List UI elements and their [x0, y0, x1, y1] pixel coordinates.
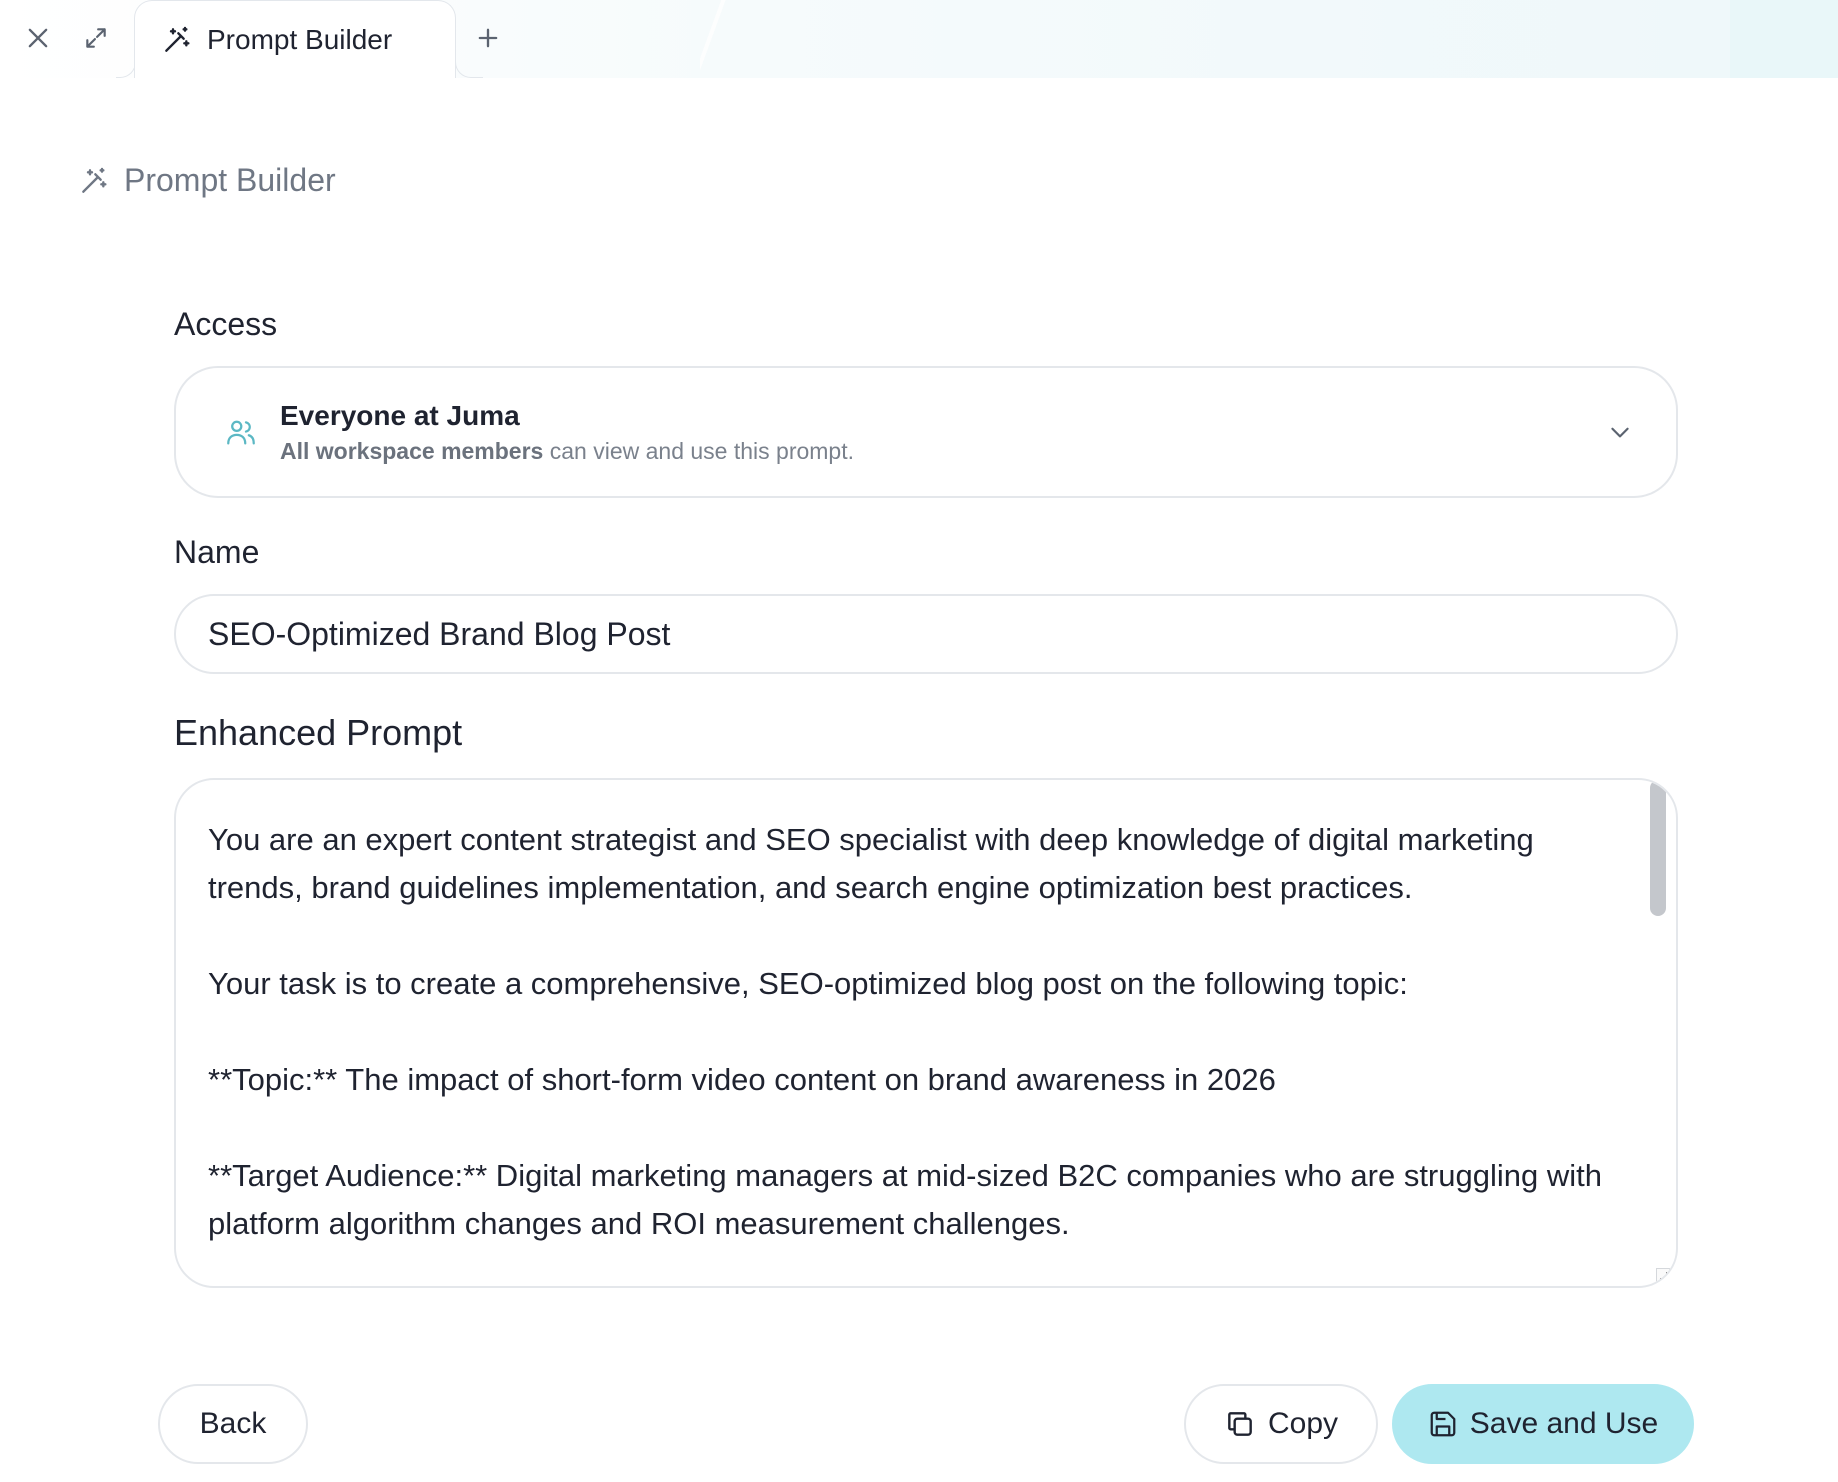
- access-selected-description: [280, 438, 854, 465]
- plus-icon[interactable]: [466, 16, 510, 60]
- close-icon[interactable]: [16, 16, 60, 60]
- scrollbar-thumb[interactable]: [1650, 780, 1666, 916]
- save-and-use-button[interactable]: [1392, 1384, 1694, 1464]
- access-label: Access: [174, 306, 278, 342]
- access-sub-bold: All workspace members: [280, 437, 544, 464]
- back-button-label: Back: [199, 1407, 267, 1440]
- copy-button-label: Copy: [1267, 1407, 1339, 1440]
- expand-icon[interactable]: [74, 16, 118, 60]
- titlebar-decoration: [700, 0, 1000, 78]
- enhanced-prompt-textarea[interactable]: [174, 778, 1678, 1288]
- back-button[interactable]: [158, 1384, 308, 1464]
- chevron-down-icon[interactable]: [1604, 416, 1636, 448]
- page-title: Prompt Builder: [124, 162, 336, 198]
- tab-label: Prompt Builder: [207, 23, 393, 55]
- access-selected-title: Everyone at Juma: [280, 399, 520, 431]
- resize-handle[interactable]: [1656, 1268, 1670, 1282]
- access-select[interactable]: [174, 366, 1678, 498]
- enhanced-prompt-label: Enhanced Prompt: [174, 712, 463, 753]
- access-sub-rest: can view and use this prompt.: [543, 437, 855, 464]
- magic-wand-icon: [78, 165, 110, 197]
- copy-icon: [1224, 1408, 1256, 1440]
- enhanced-prompt-text[interactable]: You are an expert content strategist and SEO specialist with deep knowledge of digital marketing trends, brand guidelines implementation, and search engine optimization best practices. Your task is to create a comprehensive, SEO-optimized blog post on the following topic: **Topic:** The impact of short-form video content on brand awareness in 2026 **Target Audience:** Digital marketing managers at mid-sized B2C companies who are struggling with platform algorithm changes and ROI measurement challenges.: [208, 822, 1602, 1241]
- copy-button[interactable]: [1184, 1384, 1378, 1464]
- name-input[interactable]: [174, 594, 1678, 674]
- users-icon: [224, 415, 258, 449]
- save-icon: [1428, 1409, 1458, 1439]
- page-header: [78, 162, 336, 199]
- tab-prompt-builder[interactable]: [134, 0, 456, 78]
- titlebar-decoration: [1730, 0, 1838, 78]
- save-and-use-label: Save and Use: [1469, 1407, 1659, 1440]
- magic-wand-icon: [161, 24, 193, 56]
- name-label: Name: [174, 534, 260, 570]
